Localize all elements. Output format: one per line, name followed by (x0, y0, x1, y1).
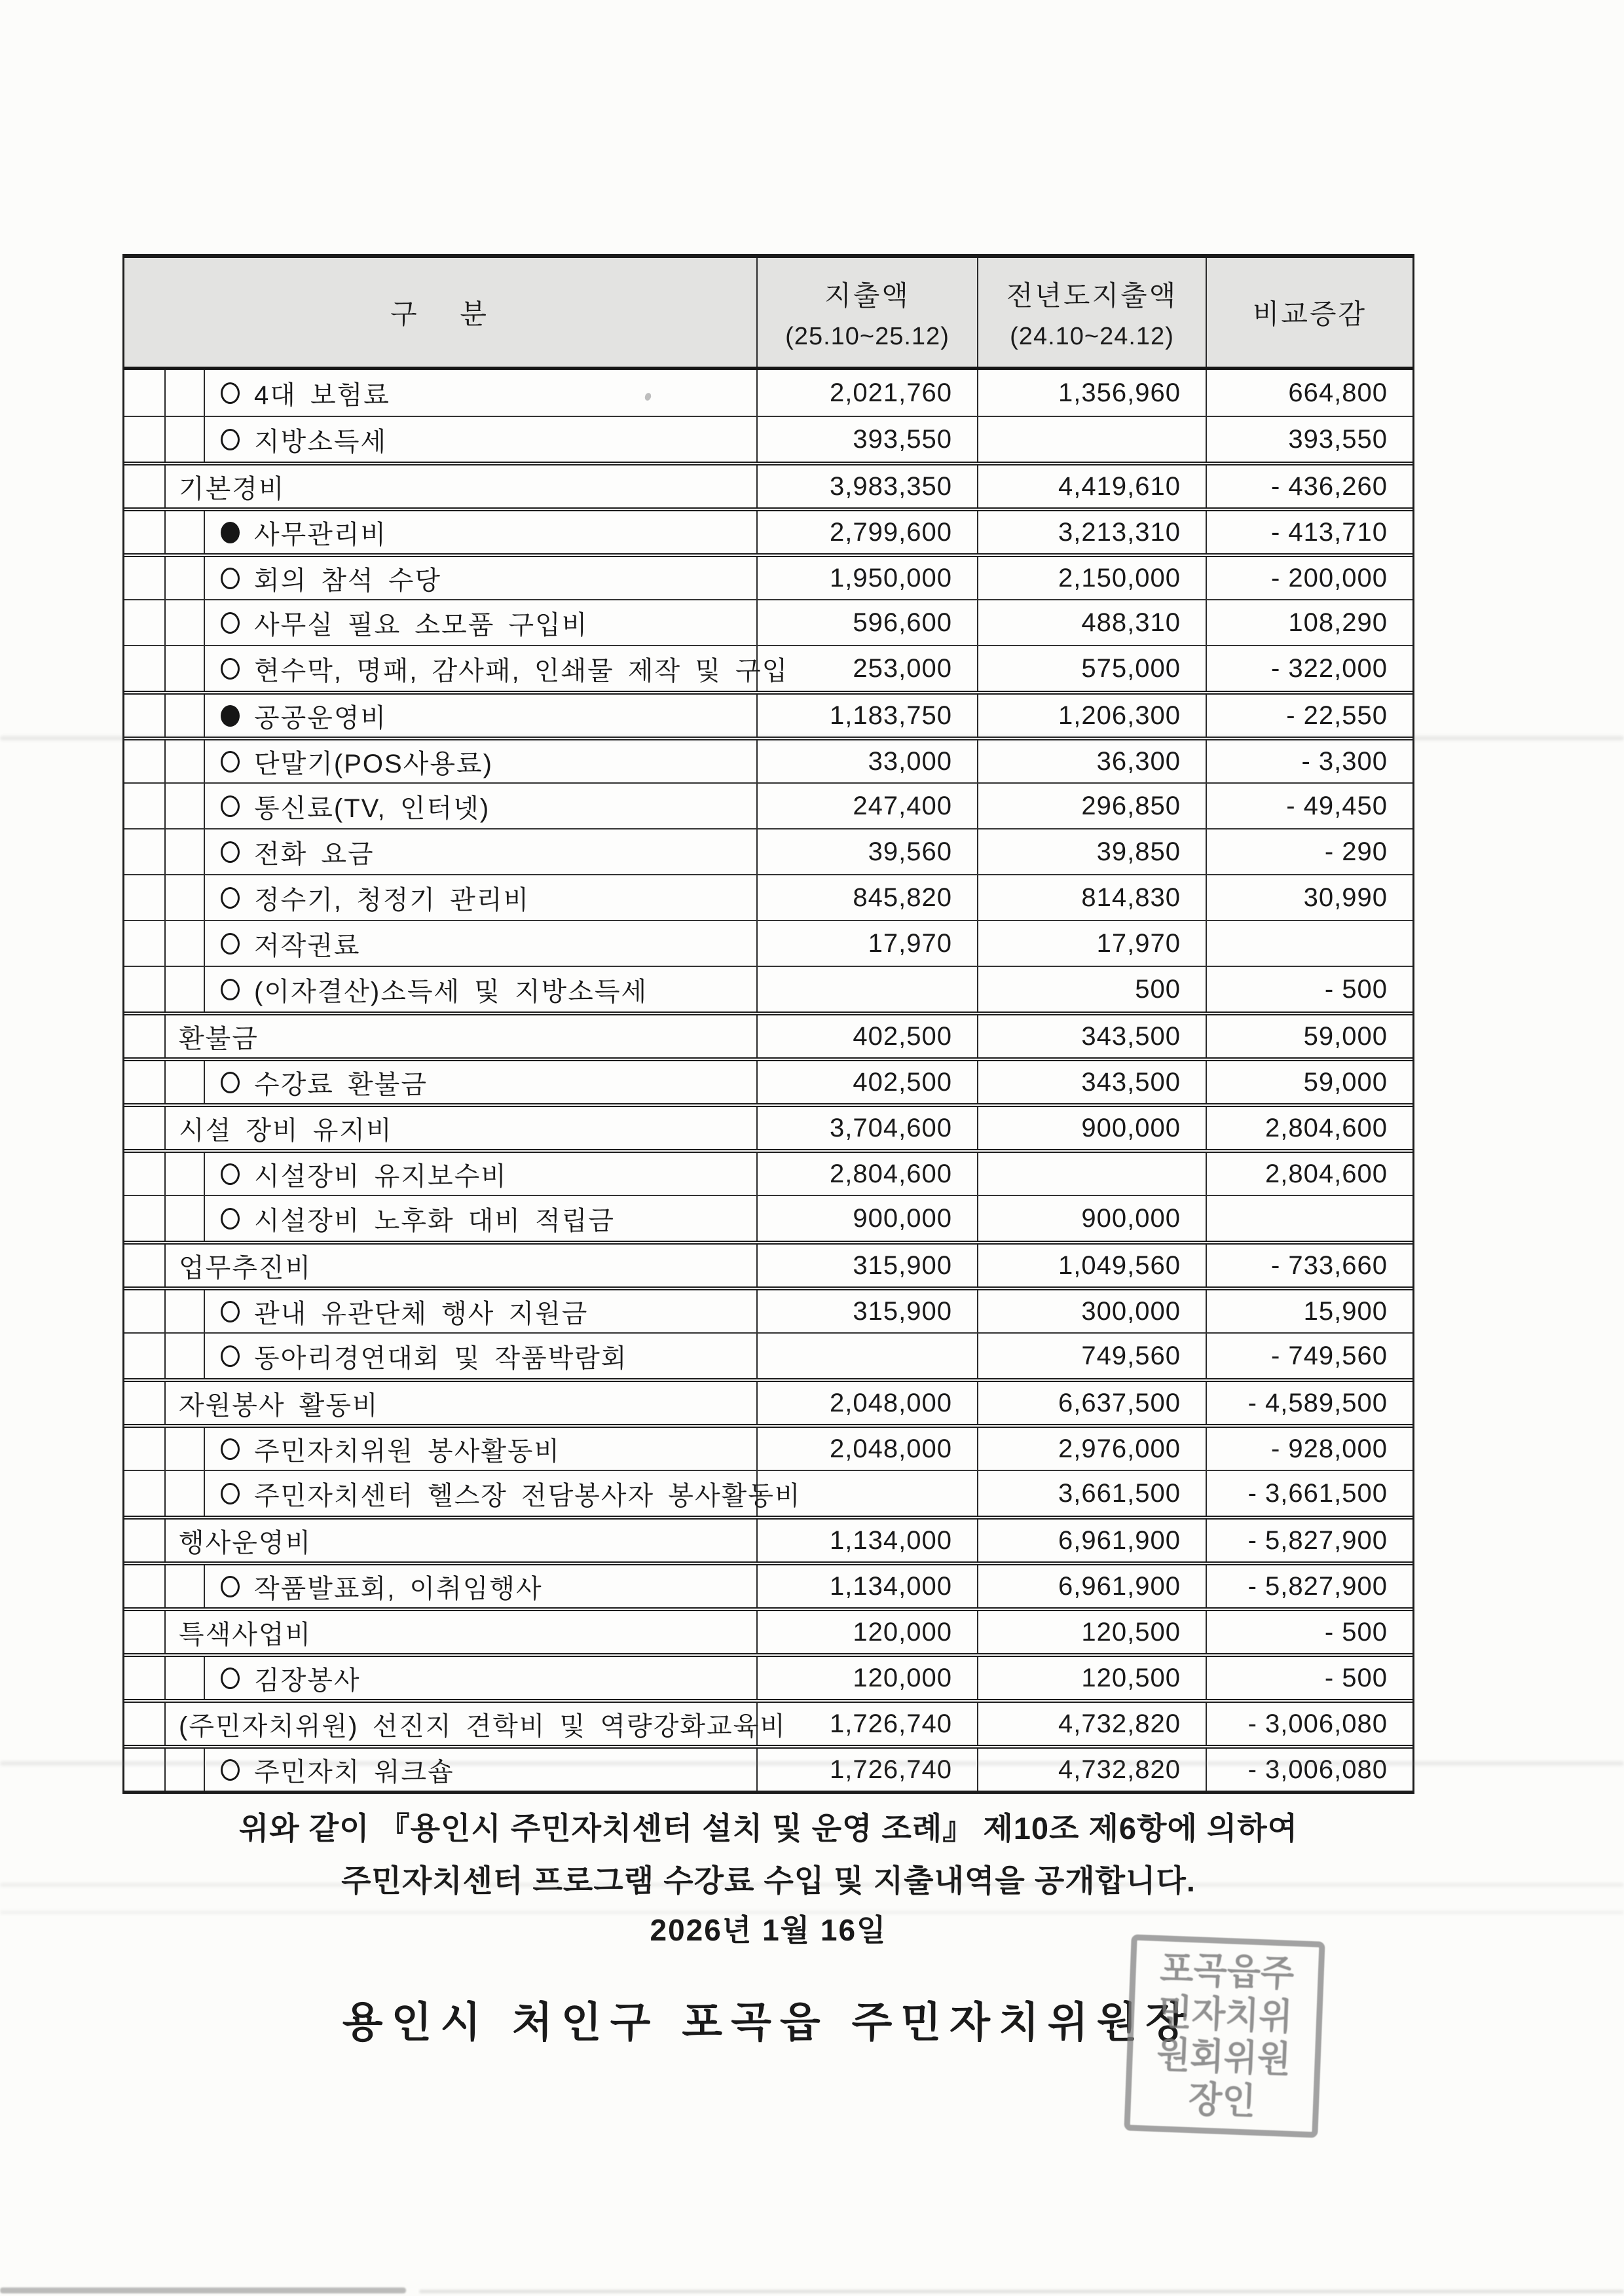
amount-diff-cell: - 3,661,500 (1247, 1478, 1388, 1508)
amount-previous-cell: 39,850 (978, 829, 1207, 874)
amount-diff-cell: - 322,000 (1270, 653, 1388, 683)
category-label: 작품발표회, 이취임행사 (254, 1574, 543, 1603)
category-cell (205, 740, 758, 782)
amount-diff-cell: 108,290 (1288, 608, 1388, 637)
indent-spacer (166, 875, 205, 920)
category-label: 시설장비 노후화 대비 적립금 (254, 1206, 616, 1235)
amount-previous-cell: 749,560 (978, 1334, 1207, 1378)
table-row (124, 1745, 1412, 1791)
indent-spacer (124, 829, 166, 874)
category-label: 업무추진비 (179, 1253, 312, 1283)
category-label: 기본경비 (179, 474, 286, 503)
open-circle-bullet (221, 1667, 240, 1689)
table-row (124, 737, 1412, 782)
open-circle-bullet (221, 1576, 240, 1597)
header-current-period: (25.10~25.12) (785, 322, 950, 350)
amount-diff-cell: - 500 (1324, 1617, 1388, 1647)
amount-previous-cell: 120,500 (978, 1657, 1207, 1699)
footer-statement-line2: 주민자치센터 프로그램 수강료 수입 및 지출내역을 공개합니다. (341, 1863, 1196, 1898)
table-row (124, 370, 1412, 416)
category-label: 수강료 환불금 (254, 1070, 428, 1099)
amount-diff-cell: - 733,660 (1270, 1250, 1388, 1280)
amount-current-cell: 33,000 (758, 740, 978, 782)
category-cell (205, 557, 758, 599)
amount-previous-cell: 296,850 (978, 784, 1207, 828)
table-row (124, 1516, 1412, 1561)
category-label: 특색사업비 (179, 1620, 312, 1649)
amount-current-cell: 596,600 (758, 600, 978, 645)
category-cell (205, 1749, 758, 1791)
amount-current-cell: 315,900 (758, 1245, 978, 1286)
open-circle-bullet (221, 1208, 240, 1230)
indent-spacer (166, 1749, 205, 1791)
indent-spacer (166, 1290, 205, 1332)
amount-previous-cell: 300,000 (978, 1290, 1207, 1332)
indent-spacer (124, 1565, 166, 1607)
table-row (124, 553, 1412, 599)
category-cell (205, 1657, 758, 1699)
indent-spacer (124, 1061, 166, 1103)
category-cell (166, 1382, 758, 1424)
indent-spacer (124, 1749, 166, 1791)
category-cell (166, 465, 758, 507)
amount-current-cell: 402,500 (758, 1061, 978, 1103)
category-cell (205, 695, 758, 737)
category-label: 주민자치센터 헬스장 전담봉사자 봉사활동비 (254, 1481, 802, 1510)
footer-date: 2026년 1월 16일 (650, 1913, 887, 1947)
signature-line: 용인시 처인구 포곡읍 주민자치위원장 (342, 1999, 1195, 2046)
header-category-label: 구 분 (390, 299, 490, 329)
amount-diff-cell: - 5,827,900 (1247, 1571, 1388, 1601)
indent-spacer (124, 1703, 166, 1745)
amount-previous-cell: 343,500 (978, 1061, 1207, 1103)
table-row (124, 1561, 1412, 1607)
amount-diff-cell: 15,900 (1303, 1296, 1388, 1326)
header-current-title: 지출액 (824, 280, 910, 311)
amount-diff-cell (1207, 921, 1412, 966)
amount-diff-cell: - 928,000 (1270, 1434, 1388, 1463)
table-row (124, 1011, 1412, 1057)
open-circle-bullet (221, 933, 240, 955)
indent-spacer (166, 967, 205, 1011)
category-cell (166, 1703, 786, 1745)
table-row (124, 1378, 1412, 1424)
category-label: (주민자치위원) 선진지 견학비 및 역량강화교육비 (179, 1711, 786, 1741)
indent-spacer (166, 740, 205, 782)
official-seal (1124, 1934, 1325, 2138)
indent-spacer (166, 646, 205, 691)
indent-spacer (124, 370, 166, 416)
table-row (124, 782, 1412, 828)
amount-diff-cell: 2,804,600 (1265, 1159, 1388, 1188)
indent-spacer (124, 1382, 166, 1424)
scan-artifact (0, 1910, 1624, 1914)
amount-previous-cell: 814,830 (978, 875, 1207, 920)
expense-table-body (124, 370, 1412, 1791)
indent-spacer (124, 511, 166, 553)
table-row (124, 966, 1412, 1011)
category-label: 시설장비 유지보수비 (254, 1161, 507, 1191)
indent-spacer (124, 417, 166, 462)
open-circle-bullet (221, 568, 240, 589)
amount-current-cell: 253,000 (758, 646, 978, 691)
amount-previous-cell (978, 417, 1207, 462)
header-previous-spend (978, 258, 1207, 367)
amount-current-cell: 120,000 (758, 1657, 978, 1699)
indent-spacer (124, 784, 166, 828)
category-label: 자원봉사 활동비 (179, 1391, 379, 1420)
amount-previous-cell: 3,661,500 (978, 1471, 1207, 1516)
indent-spacer (166, 1565, 205, 1607)
amount-previous-cell: 575,000 (978, 646, 1207, 691)
category-cell (205, 875, 758, 920)
category-label: 사무실 필요 소모품 구입비 (254, 610, 589, 640)
category-cell (166, 1015, 758, 1057)
table-row (124, 1286, 1412, 1332)
amount-previous-cell: 343,500 (978, 1015, 1207, 1057)
table-row (124, 1332, 1412, 1378)
amount-previous-cell: 6,961,900 (978, 1565, 1207, 1607)
amount-previous-cell: 900,000 (978, 1107, 1207, 1149)
indent-spacer (166, 1153, 205, 1195)
expense-table (122, 254, 1414, 1794)
amount-diff-cell: - 436,260 (1270, 471, 1388, 501)
open-circle-bullet (221, 1483, 240, 1504)
category-label: 저작권료 (254, 931, 361, 960)
indent-spacer (166, 511, 205, 553)
amount-current-cell: 39,560 (758, 829, 978, 874)
amount-previous-cell: 120,500 (978, 1611, 1207, 1653)
amount-previous-cell: 6,637,500 (978, 1382, 1207, 1424)
amount-current-cell: 393,550 (758, 417, 978, 462)
indent-spacer (124, 1015, 166, 1057)
amount-previous-cell: 6,961,900 (978, 1520, 1207, 1561)
table-row (124, 920, 1412, 966)
table-row (124, 1057, 1412, 1103)
amount-previous-cell: 3,213,310 (978, 511, 1207, 553)
category-cell (205, 1471, 802, 1516)
amount-current-cell: 2,048,000 (758, 1428, 978, 1470)
amount-current-cell: 247,400 (758, 784, 978, 828)
category-cell (205, 1565, 758, 1607)
seal-row: 원회위원 (1156, 2033, 1292, 2081)
amount-previous-cell: 2,976,000 (978, 1428, 1207, 1470)
open-circle-bullet (221, 979, 240, 1000)
amount-previous-cell (978, 1153, 1207, 1195)
category-label: 동아리경연대회 및 작품박람회 (254, 1343, 628, 1373)
indent-spacer (166, 370, 205, 416)
amount-previous-cell: 900,000 (978, 1196, 1207, 1241)
amount-current-cell: 845,820 (758, 875, 978, 920)
category-label: 전화 요금 (254, 839, 375, 869)
footer-statement-line1: 위와 같이 『용인시 주민자치센터 설치 및 운영 조례』 제10조 제6항에 의하여 (238, 1811, 1299, 1846)
amount-diff-cell: 393,550 (1288, 424, 1388, 454)
indent-spacer (166, 921, 205, 966)
category-cell (205, 967, 758, 1011)
category-label: 김장봉사 (254, 1666, 361, 1695)
category-cell (166, 1107, 758, 1149)
amount-diff-cell: 30,990 (1303, 883, 1388, 912)
amount-previous-cell: 17,970 (978, 921, 1207, 966)
amount-current-cell: 402,500 (758, 1015, 978, 1057)
filled-circle-bullet (221, 705, 240, 727)
open-circle-bullet (221, 429, 240, 450)
category-label: 정수기, 청정기 관리비 (254, 885, 530, 915)
category-cell (205, 1290, 758, 1332)
indent-spacer (124, 1657, 166, 1699)
indent-spacer (166, 1196, 205, 1241)
category-cell (205, 511, 758, 553)
category-cell (205, 1153, 758, 1195)
indent-spacer (166, 1061, 205, 1103)
indent-spacer (124, 1196, 166, 1241)
header-previous-period: (24.10~24.12) (1010, 322, 1174, 350)
open-circle-bullet (221, 1301, 240, 1322)
indent-spacer (124, 1520, 166, 1561)
amount-current-cell: 1,726,740 (758, 1749, 978, 1791)
category-label: 시설 장비 유지비 (179, 1116, 393, 1145)
indent-spacer (124, 921, 166, 966)
category-cell (205, 1334, 758, 1378)
category-cell (205, 829, 758, 874)
amount-previous-cell: 500 (978, 967, 1207, 1011)
amount-current-cell: 3,704,600 (758, 1107, 978, 1149)
amount-current-cell (758, 1471, 978, 1516)
seal-row: 장인 (1187, 2077, 1257, 2123)
open-circle-bullet (221, 841, 240, 863)
category-label: 지방소득세 (254, 427, 388, 456)
table-row (124, 599, 1412, 645)
category-cell (205, 1428, 758, 1470)
amount-current-cell: 1,726,740 (758, 1703, 978, 1745)
amount-previous-cell: 488,310 (978, 600, 1207, 645)
amount-previous-cell: 4,732,820 (978, 1749, 1207, 1791)
category-label: 사무관리비 (254, 520, 388, 549)
amount-diff-cell: - 290 (1324, 837, 1388, 866)
open-circle-bullet (221, 1345, 240, 1367)
category-cell (205, 1061, 758, 1103)
table-row (124, 1470, 1412, 1516)
amount-previous-cell: 2,150,000 (978, 557, 1207, 599)
table-row (124, 1699, 1412, 1745)
indent-spacer (124, 1428, 166, 1470)
indent-spacer (166, 1334, 205, 1378)
amount-previous-cell: 1,049,560 (978, 1245, 1207, 1286)
amount-diff-cell: - 500 (1324, 1663, 1388, 1692)
amount-current-cell: 1,134,000 (758, 1565, 978, 1607)
amount-diff-cell: - 49,450 (1286, 791, 1388, 820)
indent-spacer (124, 1611, 166, 1653)
scan-artifact (0, 736, 1624, 740)
indent-spacer (124, 1153, 166, 1195)
filled-circle-bullet (221, 522, 240, 543)
amount-diff-cell: - 22,550 (1286, 701, 1388, 730)
header-category (124, 258, 758, 367)
amount-previous-cell: 1,356,960 (978, 370, 1207, 416)
table-row (124, 1653, 1412, 1699)
category-label: 환불금 (179, 1024, 259, 1053)
table-row (124, 1103, 1412, 1149)
open-circle-bullet (221, 887, 240, 909)
category-cell (205, 370, 758, 416)
amount-previous-cell: 4,419,610 (978, 465, 1207, 507)
category-label: 주민자치 워크숍 (254, 1757, 454, 1787)
scan-artifact (0, 1761, 1624, 1766)
category-cell (166, 1245, 758, 1286)
amount-diff-cell: - 749,560 (1270, 1341, 1388, 1370)
indent-spacer (124, 557, 166, 599)
amount-current-cell: 2,021,760 (758, 370, 978, 416)
amount-diff-cell: 664,800 (1288, 378, 1388, 407)
category-cell (205, 1196, 758, 1241)
category-label: 행사운영비 (179, 1528, 312, 1558)
amount-diff-cell: - 3,006,080 (1247, 1755, 1388, 1784)
indent-spacer (166, 557, 205, 599)
amount-diff-cell: - 3,300 (1301, 746, 1388, 776)
indent-spacer (166, 695, 205, 737)
amount-current-cell: 120,000 (758, 1611, 978, 1653)
indent-spacer (124, 875, 166, 920)
indent-spacer (166, 784, 205, 828)
amount-diff-cell: - 4,589,500 (1247, 1388, 1388, 1417)
header-previous-title: 전년도지출액 (1006, 280, 1178, 311)
indent-spacer (124, 1245, 166, 1286)
amount-diff-cell: - 500 (1324, 974, 1388, 1004)
category-label: (이자결산)소득세 및 지방소득세 (254, 977, 648, 1006)
scan-artifact (0, 1883, 1624, 1887)
amount-diff-cell: 2,804,600 (1265, 1113, 1388, 1142)
scan-artifact (0, 2287, 406, 2293)
table-row (124, 1241, 1412, 1286)
amount-current-cell: 2,048,000 (758, 1382, 978, 1424)
open-circle-bullet (221, 795, 240, 817)
indent-spacer (166, 1657, 205, 1699)
amount-current-cell: 2,799,600 (758, 511, 978, 553)
open-circle-bullet (221, 658, 240, 680)
category-cell (205, 417, 758, 462)
category-label: 통신료(TV, 인터넷) (254, 793, 490, 823)
indent-spacer (166, 600, 205, 645)
indent-spacer (124, 1334, 166, 1378)
amount-current-cell: 315,900 (758, 1290, 978, 1332)
amount-diff-cell: 59,000 (1303, 1067, 1388, 1097)
indent-spacer (124, 740, 166, 782)
header-current-spend (758, 258, 978, 367)
category-label: 관내 유관단체 행사 지원금 (254, 1299, 589, 1328)
open-circle-bullet (221, 1438, 240, 1460)
indent-spacer (166, 1428, 205, 1470)
category-cell (166, 1611, 758, 1653)
indent-spacer (166, 1471, 205, 1516)
amount-diff-cell: - 5,827,900 (1247, 1525, 1388, 1555)
amount-previous-cell: 36,300 (978, 740, 1207, 782)
category-label: 4대 보험료 (254, 380, 390, 410)
category-cell (205, 784, 758, 828)
amount-diff-cell: 59,000 (1303, 1021, 1388, 1051)
indent-spacer (124, 695, 166, 737)
open-circle-bullet (221, 1163, 240, 1185)
amount-current-cell (758, 1334, 978, 1378)
amount-diff-cell (1207, 1196, 1412, 1241)
open-circle-bullet (221, 751, 240, 773)
table-row (124, 691, 1412, 737)
amount-previous-cell: 4,732,820 (978, 1703, 1207, 1745)
seal-row: 포곡읍주 (1159, 1947, 1295, 1995)
table-header-row (124, 258, 1412, 370)
scan-artifact (419, 2289, 1624, 2293)
category-cell (205, 921, 758, 966)
amount-previous-cell: 1,206,300 (978, 695, 1207, 737)
table-row (124, 1607, 1412, 1653)
header-difference-label: 비교증감 (1252, 299, 1367, 329)
indent-spacer (124, 1290, 166, 1332)
indent-spacer (124, 465, 166, 507)
indent-spacer (124, 1471, 166, 1516)
table-row (124, 1195, 1412, 1241)
category-cell (205, 600, 758, 645)
header-difference (1207, 258, 1412, 367)
indent-spacer (124, 967, 166, 1011)
table-row (124, 828, 1412, 874)
indent-spacer (166, 417, 205, 462)
category-cell (166, 1520, 758, 1561)
open-circle-bullet (221, 382, 240, 404)
amount-current-cell: 17,970 (758, 921, 978, 966)
amount-diff-cell: - 413,710 (1270, 517, 1388, 547)
table-row (124, 462, 1412, 507)
amount-diff-cell: - 200,000 (1270, 563, 1388, 592)
amount-diff-cell: - 3,006,080 (1247, 1709, 1388, 1738)
indent-spacer (124, 1107, 166, 1149)
category-cell (205, 646, 789, 691)
amount-current-cell: 1,134,000 (758, 1520, 978, 1561)
category-label: 공공운영비 (254, 703, 388, 733)
table-row (124, 874, 1412, 920)
indent-spacer (166, 829, 205, 874)
amount-current-cell: 1,950,000 (758, 557, 978, 599)
category-label: 단말기(POS사용료) (254, 749, 493, 778)
table-row (124, 1424, 1412, 1470)
table-row (124, 645, 1412, 691)
table-row (124, 507, 1412, 553)
amount-current-cell: 1,183,750 (758, 695, 978, 737)
amount-current-cell: 900,000 (758, 1196, 978, 1241)
category-label: 주민자치위원 봉사활동비 (254, 1436, 561, 1466)
amount-current-cell: 2,804,600 (758, 1153, 978, 1195)
table-row (124, 1149, 1412, 1195)
indent-spacer (124, 646, 166, 691)
amount-current-cell (758, 967, 978, 1011)
seal-row: 민자치위 (1157, 1990, 1293, 2039)
open-circle-bullet (221, 612, 240, 634)
indent-spacer (124, 600, 166, 645)
table-row (124, 416, 1412, 462)
category-label: 회의 참석 수당 (254, 566, 442, 595)
amount-current-cell: 3,983,350 (758, 465, 978, 507)
category-label: 현수막, 명패, 감사패, 인쇄물 제작 및 구입 (254, 656, 789, 685)
open-circle-bullet (221, 1072, 240, 1093)
